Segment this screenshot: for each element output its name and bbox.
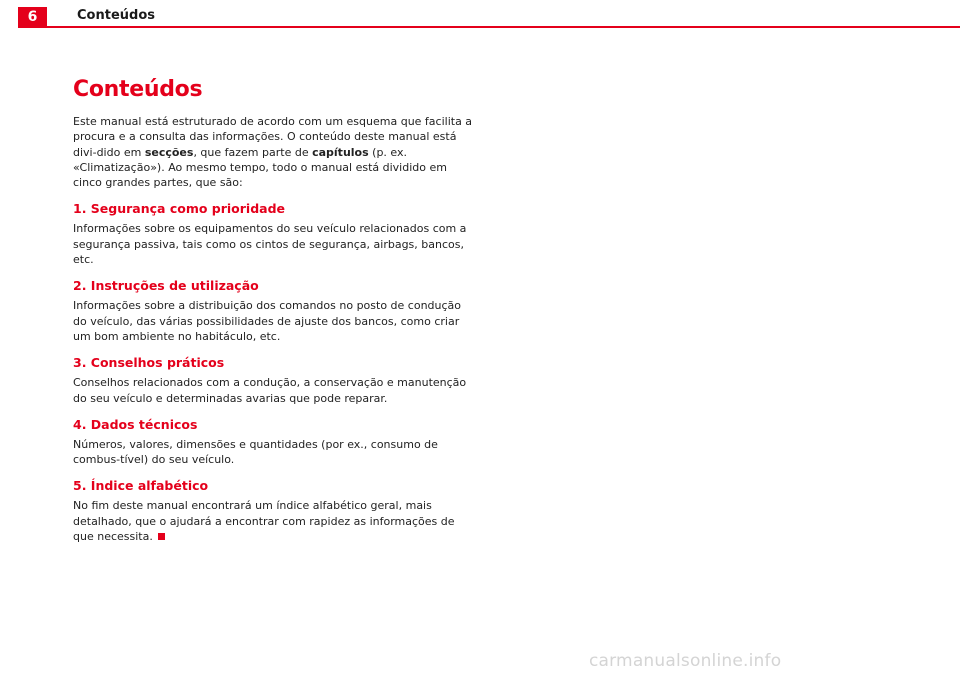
page-title: Conteúdos bbox=[73, 77, 203, 102]
section-heading-2: 2. Instruções de utilização bbox=[73, 278, 259, 294]
watermark: carmanualsonline.info bbox=[589, 651, 782, 671]
end-of-section-marker bbox=[158, 533, 165, 540]
intro-bold-seccoes: secções bbox=[144, 145, 194, 159]
section-heading-3: 3. Conselhos práticos bbox=[73, 355, 225, 371]
section-body-3: Conselhos relacionados com a condução, a conservação e manutenção do seu veículo e determinadas avarias que pode reparar. bbox=[73, 376, 467, 405]
section-body-5: No fim deste manual encontrará um índice alfabético geral, mais detalhado, que o ajudará a encontrar com rapidez as informações de que necessita. bbox=[73, 499, 455, 544]
page-header bbox=[0, 0, 960, 27]
intro-text-3: (p. ex. «Climatização»). Ao mesmo tempo, todo o manual está dividido em cinco grandes partes, que são: bbox=[73, 145, 447, 190]
header-divider bbox=[18, 26, 960, 28]
intro-text-1: Este manual está estruturado de acordo com um esquema que facilita a procura e a consulta das informações. O conteúdo deste manual está divi-dido em bbox=[73, 115, 473, 159]
main-content bbox=[73, 76, 473, 544]
section-5-paragraph bbox=[73, 498, 473, 544]
section-body-4: Números, valores, dimensões e quantidades (por ex., consumo de combus-tível) do seu veículo. bbox=[73, 437, 438, 467]
page-number: 6 bbox=[18, 7, 47, 27]
section-heading-1: 1. Segurança como prioridade bbox=[73, 201, 286, 217]
running-header-title: Conteúdos bbox=[77, 8, 155, 23]
intro-paragraph bbox=[73, 114, 473, 190]
section-heading-5: 5. Índice alfabético bbox=[73, 478, 209, 494]
section-body-1: Informações sobre os equipamentos do seu veículo relacionados com a segurança passiva, tais como os cintos de segurança, airbags, bancos, etc. bbox=[73, 222, 467, 267]
section-heading-4: 4. Dados técnicos bbox=[73, 416, 198, 432]
section-body-2: Informações sobre a distribuição dos comandos no posto de condução do veículo, das várias possibilidades de ajuste dos bancos, como criar um bom ambiente no habitáculo, etc. bbox=[73, 299, 462, 343]
intro-bold-capitulos: capítulos bbox=[312, 145, 369, 159]
intro-text-2: , que fazem parte de bbox=[193, 145, 313, 159]
